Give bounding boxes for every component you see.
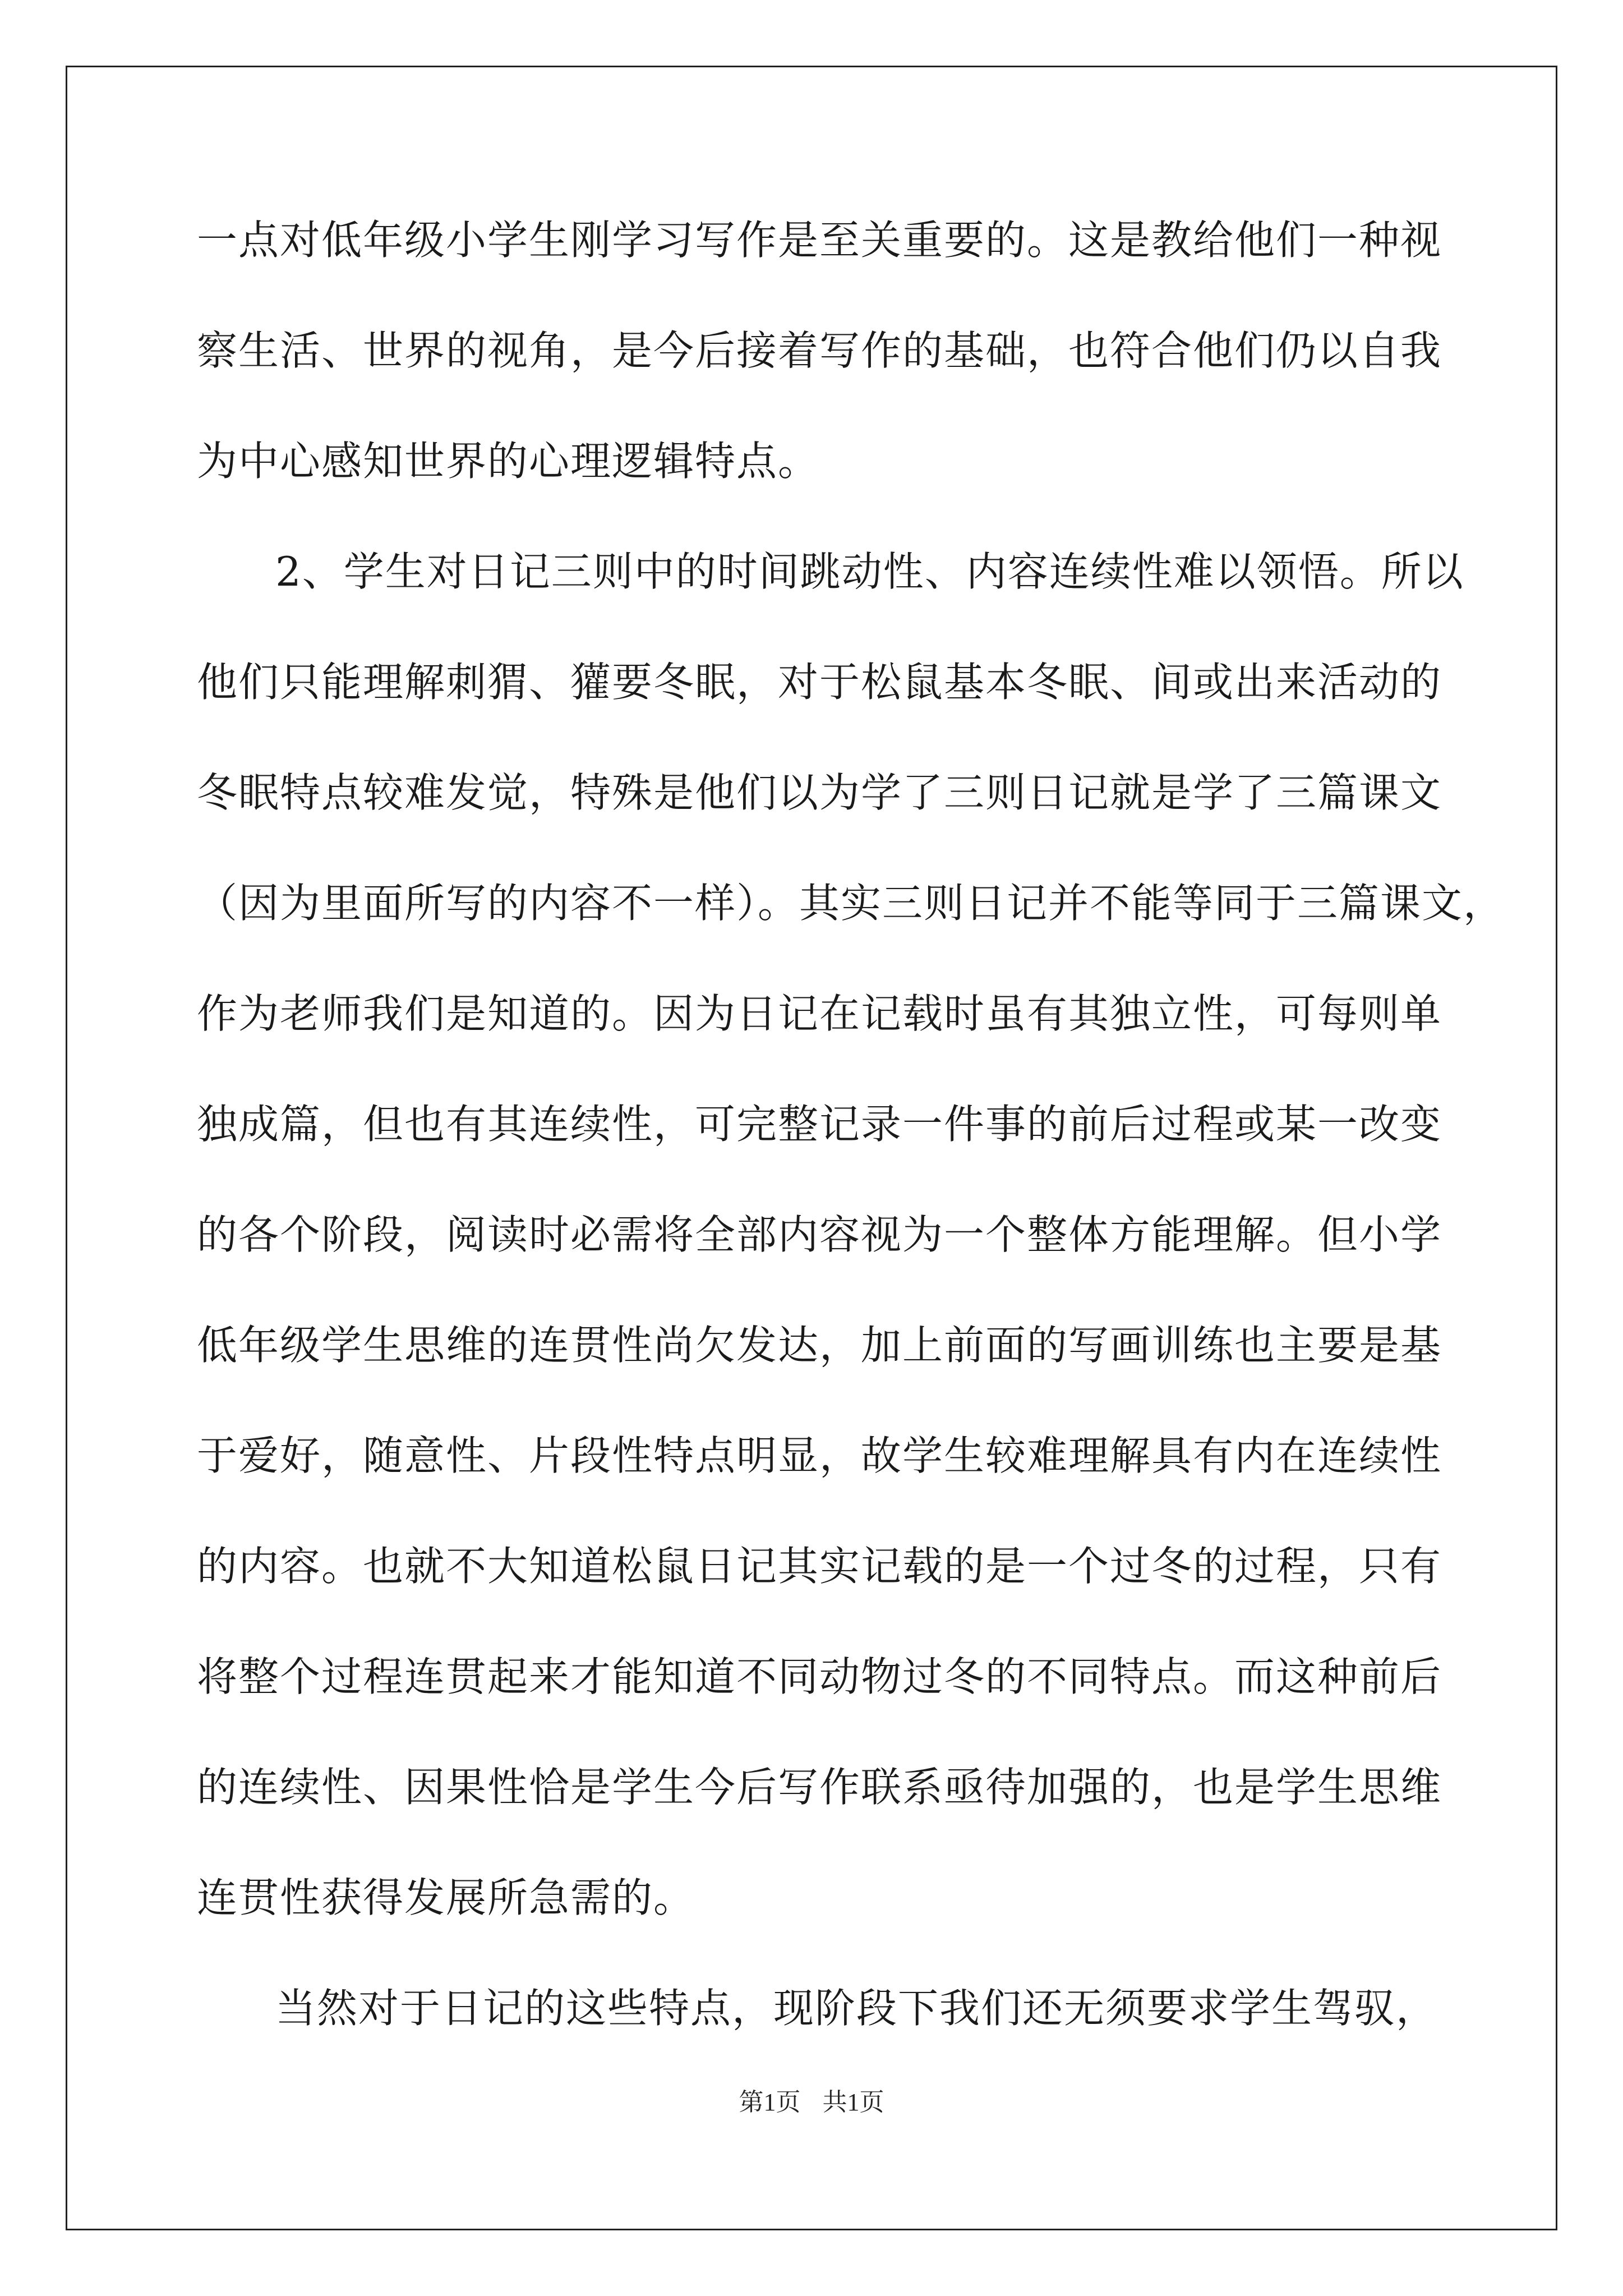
text-line: 于爱好，随意性、片段性特点明显，故学生较难理解具有内在连续性 — [197, 1432, 1442, 1479]
text-line: 的各个阶段，阅读时必需将全部内容视为一个整体方能理解。但小学 — [197, 1211, 1442, 1258]
page-total: 共1页 — [822, 2088, 884, 2116]
text-line: 的内容。也就不大知道松鼠日记其实记载的是一个过冬的过程，只有 — [197, 1543, 1442, 1590]
text-line: 独成篇，但也有其连续性，可完整记录一件事的前后过程或某一改变 — [197, 1101, 1442, 1148]
text-line: 为中心感知世界的心理逻辑特点。 — [197, 438, 820, 485]
page-number: 第1页 — [739, 2088, 801, 2116]
text-line: 连贯性获得发展所急需的。 — [197, 1874, 695, 1921]
text-line: 当然对于日记的这些特点，现阶段下我们还无须要求学生驾驭， — [275, 1985, 1438, 2032]
text-line: 2、学生对日记三则中的时间跳动性、内容连续性难以领悟。所以 — [275, 548, 1464, 595]
text-line: 他们只能理解刺猬、獾要冬眠，对于松鼠基本冬眠、间或出来活动的 — [197, 659, 1442, 706]
text-line: 作为老师我们是知道的。因为日记在记载时虽有其独立性，可每则单 — [197, 990, 1442, 1037]
text-line: 一点对低年级小学生刚学习写作是至关重要的。这是教给他们一种视 — [197, 217, 1442, 264]
text-line: 将整个过程连贯起来才能知道不同动物过冬的不同特点。而这种前后 — [197, 1653, 1442, 1700]
text-line: 低年级学生思维的连贯性尚欠发达，加上前面的写画训练也主要是基 — [197, 1322, 1442, 1369]
text-line: （因为里面所写的内容不一样）。其实三则日记并不能等同于三篇课文， — [197, 880, 1505, 927]
page-footer — [0, 2088, 1623, 2116]
text-line: 的连续性、因果性恰是学生今后写作联系亟待加强的，也是学生思维 — [197, 1764, 1442, 1811]
text-line: 察生活、世界的视角，是今后接着写作的基础，也符合他们仍以自我 — [197, 327, 1442, 374]
text-line: 冬眠特点较难发觉，特殊是他们以为学了三则日记就是学了三篇课文 — [197, 769, 1442, 816]
